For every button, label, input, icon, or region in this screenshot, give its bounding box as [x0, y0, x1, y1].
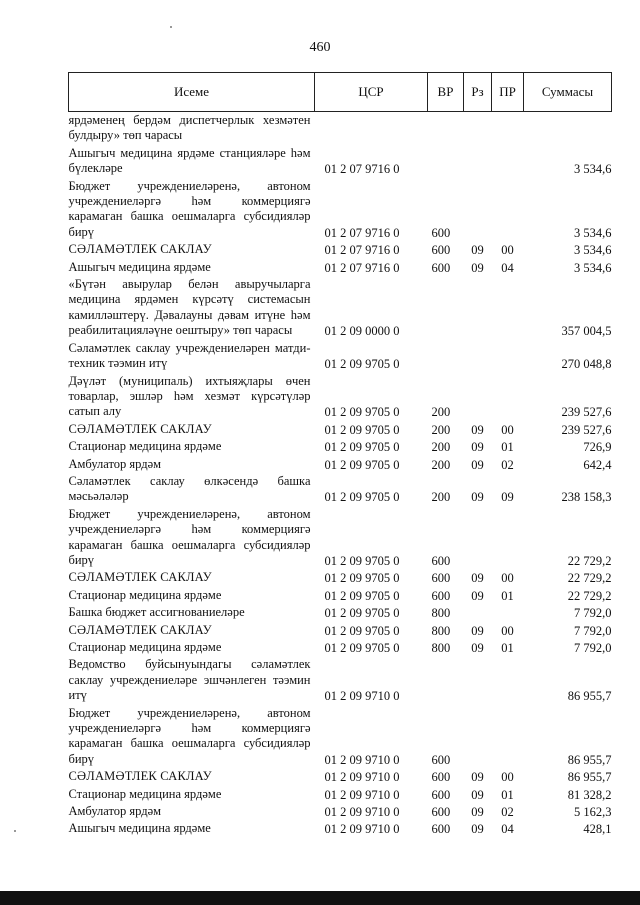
cell-rz: 09 [471, 787, 484, 802]
cell-csr: 01 2 09 9705 0 [324, 405, 400, 420]
cell-vr: 600 [431, 752, 451, 767]
cell-pr: 02 [501, 457, 514, 472]
cell-csr: 01 2 09 9710 0 [324, 787, 400, 802]
cell-vr: 600 [431, 225, 451, 240]
cell-vr: 600 [431, 553, 451, 568]
cell-rz [464, 656, 492, 704]
cell-sum: 7 792,0 [574, 641, 612, 655]
cell-name: «Бүтән авырулар белән авыручыларга медицина ярдәмен күрсәтү системасын камилләштерү. Дәвалауны дәвам итүне һәм реабилитацияләүне оештыру» төп чарасы [68, 277, 311, 338]
cell-sum: 86 955,7 [567, 770, 612, 785]
cell-vr: 600 [431, 260, 451, 275]
cell-sum: 7 792,0 [574, 623, 612, 638]
cell-name: Стационар медицина ярдәме [68, 587, 222, 602]
cell-sum: 22 729,2 [567, 588, 612, 603]
cell-sum: 3 534,6 [574, 225, 612, 240]
cell-rz: 09 [471, 822, 484, 837]
table-row [69, 473, 612, 506]
cell-vr: 200 [431, 490, 451, 505]
cell-pr: 00 [501, 623, 514, 638]
table-row [69, 421, 612, 438]
cell-pr [492, 276, 524, 340]
table-row [69, 145, 612, 178]
cell-name: Башка бюджет ассигнованиеләре [68, 605, 245, 620]
cell-csr: 01 2 09 9705 0 [324, 357, 400, 372]
header-pr: ПР [492, 73, 524, 112]
cell-vr: 600 [431, 805, 451, 820]
cell-rz [464, 276, 492, 340]
cell-sum: 86 955,7 [567, 752, 612, 767]
table-row [69, 604, 612, 621]
cell-name: Ашыгыч медицина ярдәме станцияләре һәм бүлекләре [68, 145, 311, 176]
cell-sum: 3 534,6 [574, 162, 612, 177]
table-row [69, 340, 612, 373]
cell-csr: 01 2 07 9716 0 [324, 243, 400, 258]
cell-pr [492, 112, 524, 145]
cell-pr: 04 [501, 822, 514, 837]
cell-pr: 00 [501, 243, 514, 258]
cell-vr [428, 340, 464, 373]
cell-csr: 01 2 09 9705 0 [324, 641, 400, 655]
cell-name: Бюджет учреждениеләренә, автоном учреждениеләргә һәм коммерциягә карамаган башка оешмаларга субсидияләр бирү [68, 178, 311, 239]
cell-pr [492, 373, 524, 421]
cell-csr: 01 2 09 9705 0 [324, 422, 400, 437]
cell-rz [464, 373, 492, 421]
cell-csr: 01 2 09 9705 0 [324, 571, 400, 586]
cell-vr [428, 276, 464, 340]
table-row [69, 178, 612, 242]
cell-vr: 600 [431, 571, 451, 586]
cell-pr: 00 [501, 422, 514, 437]
table-row [69, 259, 612, 276]
table-row [69, 276, 612, 340]
cell-csr: 01 2 07 9716 0 [324, 162, 400, 177]
cell-pr: 02 [501, 805, 514, 820]
cell-vr: 600 [431, 243, 451, 258]
table-row [69, 587, 612, 604]
cell-csr: 01 2 09 9705 0 [324, 553, 400, 568]
header-rz: Рз [464, 73, 492, 112]
cell-csr: 01 2 09 9705 0 [324, 588, 400, 603]
cell-rz: 09 [471, 588, 484, 603]
cell-vr [428, 656, 464, 704]
cell-sum: 428,1 [583, 822, 612, 837]
cell-vr [428, 112, 464, 145]
cell-name: Амбулатор ярдәм [68, 804, 162, 819]
cell-name: Ведомство буйсынуындагы сәламәтлек саклау учреждениеләре эшчәнлеген тәэмин итү [68, 657, 311, 703]
cell-rz: 09 [471, 770, 484, 785]
cell-sum: 22 729,2 [567, 571, 612, 586]
cell-csr: 01 2 09 9710 0 [324, 822, 400, 837]
cell-pr: 09 [501, 490, 514, 505]
cell-rz [464, 506, 492, 570]
cell-vr: 800 [431, 606, 451, 621]
cell-sum: 357 004,5 [561, 324, 612, 339]
cell-sum: 642,4 [583, 457, 612, 472]
cell-rz [464, 145, 492, 178]
cell-rz: 09 [471, 440, 484, 455]
scan-bottom-edge [0, 891, 640, 905]
cell-rz: 09 [471, 260, 484, 275]
cell-pr [492, 506, 524, 570]
header-vr: ВР [428, 73, 464, 112]
cell-csr: 01 2 07 9716 0 [324, 260, 400, 275]
cell-sum: 5 162,3 [574, 805, 612, 820]
cell-sum: 239 527,6 [561, 405, 612, 420]
cell-pr: 00 [501, 770, 514, 785]
table-row [69, 438, 612, 455]
cell-pr: 01 [501, 787, 514, 802]
table-row [69, 456, 612, 473]
cell-sum: 3 534,6 [574, 260, 612, 275]
table-row [69, 820, 612, 837]
cell-name: СӘЛАМӘТЛЕК САКЛАУ [68, 421, 212, 436]
cell-csr: 01 2 09 9710 0 [324, 770, 400, 785]
cell-rz [464, 604, 492, 621]
cell-rz: 09 [471, 805, 484, 820]
cell-name: Бюджет учреждениеләренә, автоном учреждениеләргә һәм коммерциягә карамаган башка оешмаларга субсидияләр бирү [68, 705, 311, 766]
header-csr: ЦСР [315, 73, 428, 112]
cell-name: Ашыгыч медицина ярдәме [68, 259, 211, 274]
cell-pr: 04 [501, 260, 514, 275]
cell-vr: 800 [431, 623, 451, 638]
cell-sum: 239 527,6 [561, 422, 612, 437]
table-row [69, 112, 612, 145]
cell-rz [464, 705, 492, 769]
cell-vr [428, 145, 464, 178]
cell-csr: 01 2 09 9705 0 [324, 606, 400, 621]
cell-rz: 09 [471, 422, 484, 437]
cell-sum: 270 048,8 [561, 357, 612, 372]
cell-sum: 7 792,0 [574, 606, 612, 621]
cell-csr: 01 2 09 9705 0 [324, 457, 400, 472]
table-row [69, 622, 612, 639]
cell-name: Стационар медицина ярдәме [68, 786, 222, 801]
cell-rz: 09 [471, 243, 484, 258]
table-body [69, 112, 612, 838]
cell-csr: 01 2 09 9710 0 [324, 752, 400, 767]
cell-name: СӘЛАМӘТЛЕК САКЛАУ [68, 242, 212, 257]
table-header [69, 73, 612, 112]
cell-vr: 200 [431, 405, 451, 420]
cell-name: ярдәменең бердәм диспетчерлык хезмәтен булдыру» төп чарасы [68, 113, 311, 143]
page-number: 460 [309, 40, 331, 55]
header-name: Исеме [69, 73, 315, 112]
cell-name: СӘЛАМӘТЛЕК САКЛАУ [68, 769, 212, 784]
scan-speck [14, 830, 16, 832]
cell-rz [464, 112, 492, 145]
cell-vr: 200 [431, 422, 451, 437]
cell-pr [492, 145, 524, 178]
budget-table [68, 72, 612, 838]
cell-pr: 01 [501, 440, 514, 455]
table-row [69, 705, 612, 769]
table-row [69, 241, 612, 258]
table-row [69, 803, 612, 820]
cell-name: Амбулатор ярдәм [68, 456, 162, 471]
cell-vr: 200 [431, 457, 451, 472]
cell-csr [315, 112, 428, 145]
cell-rz: 09 [471, 641, 484, 655]
cell-csr: 01 2 09 0000 0 [324, 324, 400, 339]
cell-name: Ашыгыч медицина ярдәме [68, 821, 211, 836]
cell-sum: 86 955,7 [567, 689, 612, 704]
cell-pr [492, 705, 524, 769]
cell-sum: 3 534,6 [574, 243, 612, 258]
cell-name: Дәүләт (муниципаль) ихтыяҗлары өчен товарлар, эшләр һәм хезмәт күрсәтүләр сатып алу [68, 373, 311, 419]
scan-speck [170, 26, 172, 28]
cell-sum: 22 729,2 [567, 553, 612, 568]
table-row [69, 768, 612, 785]
table-row [69, 373, 612, 421]
table-row [69, 656, 612, 704]
cell-vr: 200 [431, 440, 451, 455]
cell-pr: 01 [501, 588, 514, 603]
cell-csr: 01 2 09 9710 0 [324, 689, 400, 704]
header-sum: Суммасы [524, 73, 612, 112]
cell-pr [492, 178, 524, 242]
cell-name: Стационар медицина ярдәме [68, 640, 222, 654]
cell-pr [492, 340, 524, 373]
cell-csr: 01 2 09 9705 0 [324, 623, 400, 638]
cell-name: СӘЛАМӘТЛЕК САКЛАУ [68, 570, 212, 585]
cell-name: Стационар медицина ярдәме [68, 439, 222, 454]
cell-rz: 09 [471, 457, 484, 472]
cell-rz [464, 340, 492, 373]
cell-pr [492, 604, 524, 621]
cell-rz: 09 [471, 490, 484, 505]
cell-sum: 238 158,3 [561, 490, 612, 505]
table-row [69, 639, 612, 656]
cell-sum: 726,9 [583, 440, 612, 455]
cell-sum: 81 328,2 [567, 787, 612, 802]
cell-name: Сәламәтлек саклау учреждениеләрен матди-техник тәэмин итү [68, 340, 311, 371]
table-row [69, 569, 612, 586]
cell-vr: 800 [431, 641, 451, 655]
cell-pr [492, 656, 524, 704]
cell-csr: 01 2 09 9705 0 [324, 490, 400, 505]
cell-csr: 01 2 07 9716 0 [324, 225, 400, 240]
cell-csr: 01 2 09 9710 0 [324, 805, 400, 820]
cell-name: Сәламәтлек саклау өлкәсендә башка мәсьәләләр [68, 473, 311, 504]
cell-vr: 600 [431, 588, 451, 603]
table-row [69, 506, 612, 570]
cell-pr: 01 [501, 641, 514, 655]
cell-vr: 600 [431, 822, 451, 837]
cell-csr: 01 2 09 9705 0 [324, 440, 400, 455]
cell-name: Бюджет учреждениеләренә, автоном учреждениеләргә һәм коммерциягә карамаган башка оешмаларга субсидияләр бирү [68, 506, 311, 567]
cell-vr: 600 [431, 787, 451, 802]
cell-sum [524, 112, 612, 145]
cell-rz: 09 [471, 623, 484, 638]
cell-rz [464, 178, 492, 242]
cell-name: СӘЛАМӘТЛЕК САКЛАУ [68, 622, 212, 637]
cell-rz: 09 [471, 571, 484, 586]
cell-vr: 600 [431, 770, 451, 785]
cell-pr: 00 [501, 571, 514, 586]
table-row [69, 786, 612, 803]
